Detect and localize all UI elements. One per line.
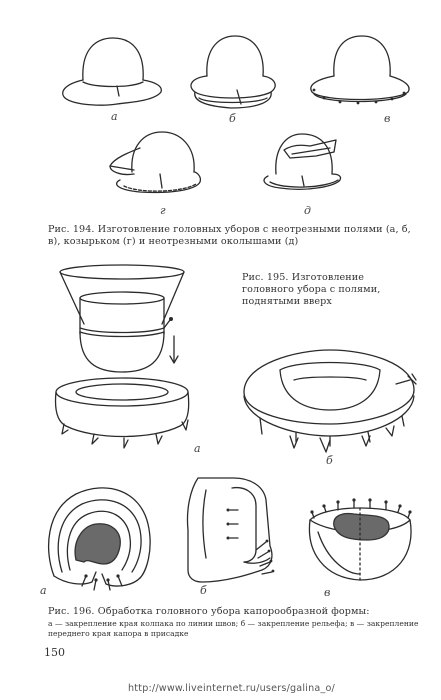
fig194-hat-a (55, 30, 165, 125)
fig195-caption: Рис. 195. Изготовление головного убора с полями, поднятыми вверх (242, 272, 381, 307)
fig194-label-d: д (304, 204, 311, 217)
fig194-hat-b (177, 30, 287, 125)
fig194-label-b: б (229, 112, 236, 125)
fig194-hat-g (100, 122, 212, 218)
fig195-hat-a (44, 262, 214, 462)
fig195-hat-b (236, 340, 422, 470)
fig195-label-a: а (194, 442, 201, 455)
fig196-hood-a (36, 480, 164, 598)
fig196-label-v: в (324, 586, 331, 599)
fig194-hat-v (300, 30, 418, 125)
fig194-hat-d (240, 120, 352, 218)
fig196-subcaption: а — закрепление края колпака по линии швов; б — закрепление рельефа; в — закрепление переднего края капора в присадке (48, 619, 419, 638)
fig196-label-a: а (40, 584, 47, 597)
fig196-hood-b (170, 470, 290, 598)
fig196-hood-v (298, 482, 426, 600)
fig195-label-b: б (326, 454, 333, 467)
fig194-label-g: г (160, 204, 166, 217)
page-number: 150 (44, 646, 65, 659)
fig194-label-v: в (384, 112, 391, 125)
watermark-url: http://www.liveinternet.ru/users/galina_o/ (128, 683, 335, 694)
fig194-caption: Рис. 194. Изготовление головных уборов с неотрезными полями (а, б, в), козырьком (г) и неотрезными околышами (д) (48, 224, 411, 247)
fig196-label-b: б (200, 584, 207, 597)
fig194-label-a: а (111, 110, 118, 123)
fig196-caption: Рис. 196. Обработка головного убора капорообразной формы: (48, 606, 370, 617)
